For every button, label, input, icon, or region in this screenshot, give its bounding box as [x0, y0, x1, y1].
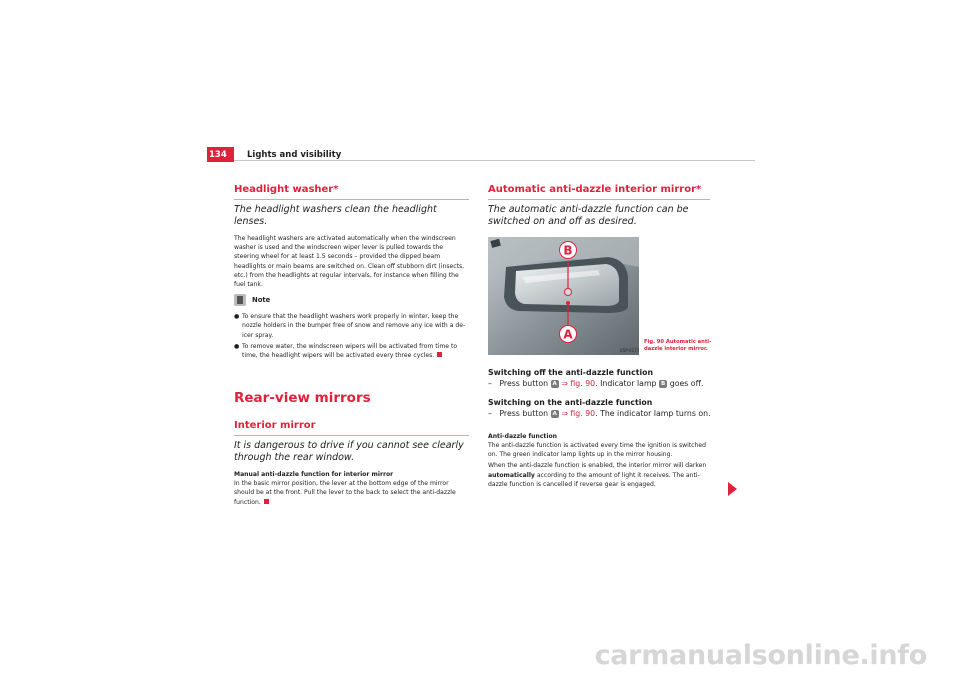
running-title: Lights and visibility: [247, 150, 342, 160]
note-bullet-text: To ensure that the headlight washers work properly in winter, keep the nozzle holders in the bumper free of snow and remove any ice with a de-icer spray.: [242, 313, 466, 339]
turns-on-text: . The indicator lamp turns on.: [595, 409, 711, 418]
manual-anti-dazzle-label: Manual anti-dazzle function for interior mirror: [234, 471, 394, 479]
headlight-washer-subtitle: The headlight washers clean the headlight lenses.: [234, 204, 437, 227]
header-divider: [234, 160, 755, 161]
anti-dazzle-description: [488, 432, 714, 491]
headlight-washer-body: The headlight washers are activated automatically when the windscreen washer is used and the windscreen wiper lever is pulled towards the steering wheel for at least 1.5 seconds – provided the dipped beam headlights or main beams are switched on. Clean off stubborn dirt (insects, etc.) from the headlights at regular intervals, for instance when filling the fuel tank.: [234, 235, 465, 289]
note-icon: [234, 294, 246, 306]
switch-off-step: [488, 378, 728, 389]
section-end-icon: [437, 352, 442, 357]
headlight-washer-heading: Headlight washer*: [234, 183, 469, 200]
auto-anti-dazzle-heading: Automatic anti-dazzle interior mirror*: [488, 183, 710, 200]
note-label: Note: [252, 296, 271, 305]
goes-off-text: goes off.: [669, 379, 704, 388]
next-page-arrow-icon[interactable]: [728, 482, 737, 496]
figure-label-a: A: [563, 327, 573, 342]
figure-code: B5P-0177: [620, 348, 639, 353]
anti-dazzle-paragraph-1: The anti-dazzle function is activated every time the ignition is switched on. The green indicator lamp lights up in the mirror housing.: [488, 442, 707, 459]
button-a-icon: A: [552, 381, 557, 387]
page-number: 134: [209, 150, 227, 160]
note-bullet-text: To remove water, the windscreen wipers will be activated from time to time, the headlight wipers will be activated every three cycles.: [242, 342, 458, 360]
interior-mirror-heading: Interior mirror: [234, 419, 469, 436]
press-text: Press button: [499, 379, 549, 388]
figure-label-b: B: [563, 243, 573, 258]
switch-off-section: [488, 367, 728, 389]
indicator-text: . Indicator lamp: [595, 379, 657, 388]
switch-on-step: [488, 408, 728, 419]
figure-reference-link[interactable]: ⇒ fig. 90: [561, 379, 596, 388]
press-text: Press button: [499, 409, 549, 418]
anti-dazzle-label: Anti-dazzle function: [488, 433, 557, 440]
indicator-b-icon: B: [661, 381, 666, 387]
step-dash: –: [488, 379, 492, 388]
right-column: [488, 183, 710, 234]
note-bullet: [234, 312, 469, 340]
switch-on-section: [488, 397, 728, 419]
note-bullet: [234, 342, 469, 360]
auto-anti-dazzle-subtitle: The automatic anti-dazzle function can be switched on and off as desired.: [488, 204, 689, 227]
interior-mirror-subtitle: It is dangerous to drive if you cannot see clearly through the rear window.: [234, 440, 464, 464]
rear-view-mirrors-heading: Rear-view mirrors: [234, 390, 371, 407]
switch-on-title: Switching on the anti-dazzle function: [488, 398, 653, 407]
bullet-icon: ●: [234, 342, 240, 350]
mirror-illustration: [488, 237, 639, 355]
left-column: [234, 183, 469, 509]
manual-anti-dazzle-body: In the basic mirror position, the lever at the bottom edge of the mirror should be at the front. Pull the lever to the back to select the anti-dazzle function.: [234, 480, 456, 506]
button-a-icon: A: [552, 411, 557, 417]
figure-caption: Fig. 90 Automatic anti-dazzle interior mirror.: [644, 339, 712, 352]
anti-dazzle-paragraph-2: When the anti-dazzle function is enabled, the interior mirror will darken automatically according to the amount of light it receives. The anti-dazzle function is cancelled if reverse gear is engaged.: [488, 462, 707, 488]
watermark: carmanualsonline.info: [594, 640, 927, 671]
section-end-icon: [264, 499, 269, 504]
step-dash: –: [488, 409, 492, 418]
note-header: [234, 294, 469, 306]
bullet-icon: ●: [234, 313, 240, 321]
switch-off-title: Switching off the anti-dazzle function: [488, 368, 654, 377]
figure-reference-link[interactable]: ⇒ fig. 90: [561, 409, 596, 418]
interior-mirror-figure: [488, 237, 639, 355]
